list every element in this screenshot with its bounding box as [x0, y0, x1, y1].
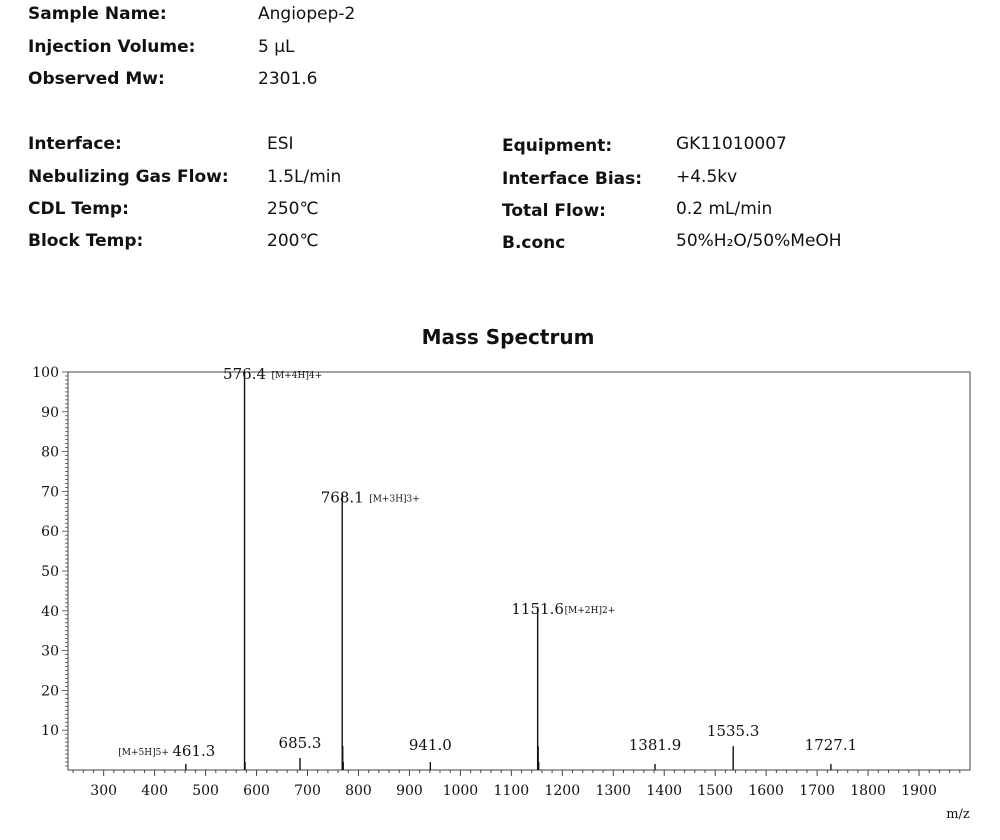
cdl-temp-value: 250℃: [267, 199, 319, 219]
equipment-label: Equipment:: [502, 136, 613, 156]
x-tick-label: 700: [294, 783, 321, 799]
x-axis: [73, 770, 960, 799]
x-tick-label: 600: [243, 783, 270, 799]
peak-value-label: 685.3: [278, 734, 322, 753]
peak-value-label: 576.4: [223, 365, 267, 383]
x-tick-label: 800: [345, 783, 372, 799]
x-tick-label: 300: [90, 783, 118, 799]
peak-ion-label: [M+4H]4+: [271, 371, 323, 381]
total-flow-label: Total Flow:: [502, 201, 606, 221]
bconc-label: B.conc: [502, 233, 566, 253]
interface-label: Interface:: [28, 134, 122, 154]
peaks: [186, 372, 831, 770]
y-tick-label: 60: [41, 524, 59, 541]
x-tick-label: 1900: [901, 783, 937, 799]
injection-volume-value: 5 μL: [258, 37, 295, 57]
x-tick-label: 1300: [595, 783, 632, 799]
chart-title: Mass Spectrum: [421, 325, 595, 349]
x-tick-label: 1100: [493, 783, 530, 799]
interface-bias-label: Interface Bias:: [502, 169, 643, 189]
injection-volume-label: Injection Volume:: [28, 37, 196, 57]
plot-frame: [68, 372, 970, 770]
y-tick-label: 10: [41, 723, 59, 740]
x-tick-label: 1700: [799, 783, 835, 799]
x-tick-label: 500: [192, 783, 219, 799]
x-tick-label: 1800: [850, 783, 886, 799]
y-tick-label: 20: [41, 683, 59, 700]
x-tick-label: 900: [396, 783, 423, 799]
x-tick-label: 1600: [748, 783, 784, 799]
x-tick-label: 1000: [442, 783, 479, 799]
interface-bias-value: +4.5kv: [676, 167, 738, 187]
cdl-temp-label: CDL Temp:: [28, 199, 129, 219]
peak-value-label: 1727.1: [804, 736, 858, 754]
block-temp-value: 200℃: [267, 231, 319, 251]
sample-name-label: Sample Name:: [28, 4, 167, 24]
x-axis-label: m/z: [946, 807, 970, 822]
observed-mw-label: Observed Mw:: [28, 69, 165, 89]
mass-spectrum-plot: [0, 360, 1000, 838]
y-tick-label: 40: [41, 603, 59, 620]
y-tick-label: 50: [41, 564, 59, 580]
y-tick-label: 30: [41, 643, 59, 660]
peak-ion-label: [M+3H]3+: [369, 494, 420, 505]
bconc-value: 50%H₂O/50%MeOH: [676, 231, 842, 251]
y-axis: [32, 365, 68, 766]
x-tick-label: 1400: [646, 783, 683, 799]
gas-flow-label: Nebulizing Gas Flow:: [28, 167, 229, 187]
y-tick-label: 80: [41, 444, 59, 461]
sample-name-value: Angiopep-2: [258, 4, 356, 24]
x-tick-label: 400: [141, 783, 168, 799]
peak-value-label: 768.1: [320, 488, 364, 507]
x-tick-label: 1200: [544, 783, 581, 799]
equipment-value: GK11010007: [676, 134, 787, 154]
peak-labels: [118, 365, 857, 760]
peak-ion-label: [M+5H]5+: [118, 748, 169, 758]
peak-ion-label: [M+2H]2+: [564, 605, 616, 616]
y-tick-label: 100: [32, 365, 59, 381]
observed-mw-value: 2301.6: [258, 69, 318, 89]
peak-value-label: 1535.3: [706, 722, 760, 741]
total-flow-value: 0.2 mL/min: [676, 199, 773, 219]
y-tick-label: 70: [41, 484, 59, 501]
peak-value-label: 941.0: [408, 736, 452, 754]
peak-value-label: 461.3: [172, 742, 216, 760]
y-tick-label: 90: [41, 404, 59, 421]
gas-flow-value: 1.5L/min: [267, 167, 342, 187]
x-tick-label: 1500: [697, 783, 734, 799]
peak-value-label: 1151.6: [511, 599, 564, 618]
interface-value: ESI: [267, 134, 294, 154]
block-temp-label: Block Temp:: [28, 231, 144, 251]
peak-value-label: 1381.9: [628, 736, 682, 754]
